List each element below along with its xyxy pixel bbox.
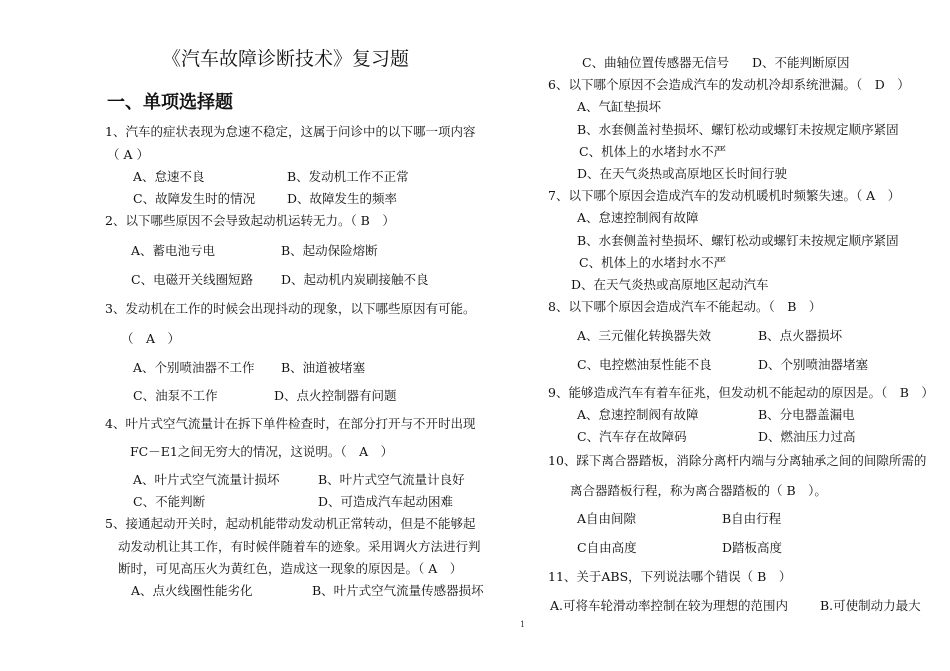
question-1-stem: 1、汽车的症状表现为怠速不稳定，这属于问诊中的以下哪一项内容	[105, 124, 476, 139]
question-3-stem: 3、发动机在工作的时候会出现抖动的现象，以下哪些原因有可能。	[105, 301, 476, 316]
question-8-option-a: A、三元催化转换器失效	[577, 328, 712, 343]
question-8-option-c: C、电控燃油泵性能不良	[577, 357, 712, 372]
question-8-option-b: B、点火器损坏	[758, 328, 843, 343]
question-6-option-a: A、气缸垫损坏	[577, 99, 662, 114]
question-3-option-b: B、油道被堵塞	[281, 360, 366, 375]
question-5-line-3: 断时，可见高压火为黄红色，造成这一现象的原因是。（ A ）	[118, 561, 463, 576]
question-4-option-a: A、叶片式空气流量计损坏	[133, 472, 280, 487]
question-4-option-c: C、不能判断	[133, 494, 206, 509]
question-7-option-c: C、机体上的水堵封水不严	[579, 255, 727, 270]
question-3-option-c: C、油泵不工作	[133, 388, 218, 403]
question-5-option-c: C、曲轴位置传感器无信号	[582, 55, 730, 70]
question-7-option-d: D、在天气炎热或高原地区起动汽车	[571, 277, 769, 292]
question-9-option-c: C、汽车存在故障码	[577, 429, 687, 444]
question-1-option-b: B、发动机工作不正常	[287, 169, 409, 184]
question-11-option-a: A.可将车轮滑动率控制在较为理想的范围内	[550, 598, 789, 613]
question-4-stem: 4、叶片式空气流量计在拆下单件检查时，在部分打开与不开时出现	[105, 416, 476, 431]
question-10-option-d: D踏板高度	[722, 540, 783, 555]
question-9-option-d: D、燃油压力过高	[758, 429, 856, 444]
document-title: 《汽车故障诊断技术》复习题	[162, 48, 410, 70]
question-6-stem: 6、以下哪个原因不会造成汽车的发动机冷却系统泄漏。（ D ）	[548, 77, 910, 92]
question-7-stem: 7、以下哪个原因会造成汽车的发动机暖机时频繁失速。（ A ）	[548, 188, 901, 203]
question-2-option-a: A、蓄电池亏电	[131, 243, 216, 258]
question-6-option-b: B、水套侧盖衬垫损坏、螺钉松动或螺钉未按规定顺序紧固	[577, 122, 899, 137]
question-5-line-1: 5、接通起动开关时，起动机能带动发动机正常转动，但是不能够起	[105, 516, 476, 531]
question-6-option-d: D、在天气炎热或高原地区长时间行驶	[577, 166, 788, 181]
question-4-option-b: B、叶片式空气流量计良好	[318, 472, 465, 487]
question-7-option-a: A、怠速控制阀有故障	[577, 210, 699, 225]
question-9-option-a: A、怠速控制阀有故障	[577, 407, 699, 422]
question-3-option-d: D、点火控制器有问题	[274, 388, 397, 403]
question-10-option-c: C自由高度	[577, 540, 637, 555]
question-7-option-b: B、水套侧盖衬垫损坏、螺钉松动或螺钉未按规定顺序紧固	[577, 233, 899, 248]
question-2-option-d: D、起动机内炭刷接触不良	[281, 272, 429, 287]
question-3-option-a: A、个别喷油器不工作	[133, 360, 255, 375]
question-1-option-a: A、怠速不良	[133, 169, 205, 184]
question-2-option-b: B、起动保险熔断	[281, 243, 378, 258]
question-9-option-b: B、分电器盖漏电	[758, 407, 855, 422]
question-11-option-b: B.可使制动力最大	[820, 598, 921, 613]
question-10-stem-cont: 离合器踏板行程，称为离合器踏板的（ B ）。	[570, 483, 827, 498]
question-8-option-d: D、个别喷油器堵塞	[758, 357, 869, 372]
question-9-stem: 9、能够造成汽车有着车征兆，但发动机不能起动的原因是。（ B ）	[548, 385, 934, 400]
question-5-option-a: A、点火线圈性能劣化	[131, 583, 253, 598]
question-6-option-c: C、机体上的水堵封水不严	[579, 144, 727, 159]
question-8-stem: 8、以下哪个原因会造成汽车不能起动。（ B ）	[548, 299, 822, 314]
question-2-option-c: C、电磁开关线圈短路	[131, 272, 254, 287]
section-heading: 一、单项选择题	[107, 92, 233, 113]
question-5-option-b: B、叶片式空气流量传感器损坏	[312, 583, 484, 598]
question-4-option-d: D、可造成汽车起动困难	[318, 494, 454, 509]
question-4-stem-cont: FC－E1之间无穷大的情况，这说明。（ A ）	[130, 444, 394, 459]
question-10-option-b: B自由行程	[722, 511, 782, 526]
question-5-line-2: 动发动机让其工作，有时候伴随着车的迹象。采用调火方法进行判	[118, 539, 481, 554]
question-3-answer: （ A ）	[121, 331, 181, 346]
question-10-option-a: A自由间隙	[577, 511, 637, 526]
question-1-answer: （ A ）	[107, 147, 149, 162]
page-number: 1	[520, 620, 526, 629]
question-2-stem: 2、以下哪些原因不会导致起动机运转无力。（ B ）	[105, 213, 395, 228]
question-5-option-d: D、不能判断原因	[752, 55, 850, 70]
question-11-stem: 11、关于ABS，下列说法哪个错误（ B ）	[548, 569, 792, 584]
question-1-option-c: C、故障发生时的情况	[133, 191, 256, 206]
question-10-stem: 10、踩下离合器踏板，消除分离杆内端与分离轴承之间的间隙所需的	[548, 453, 927, 468]
question-1-option-d: D、故障发生的频率	[287, 191, 398, 206]
